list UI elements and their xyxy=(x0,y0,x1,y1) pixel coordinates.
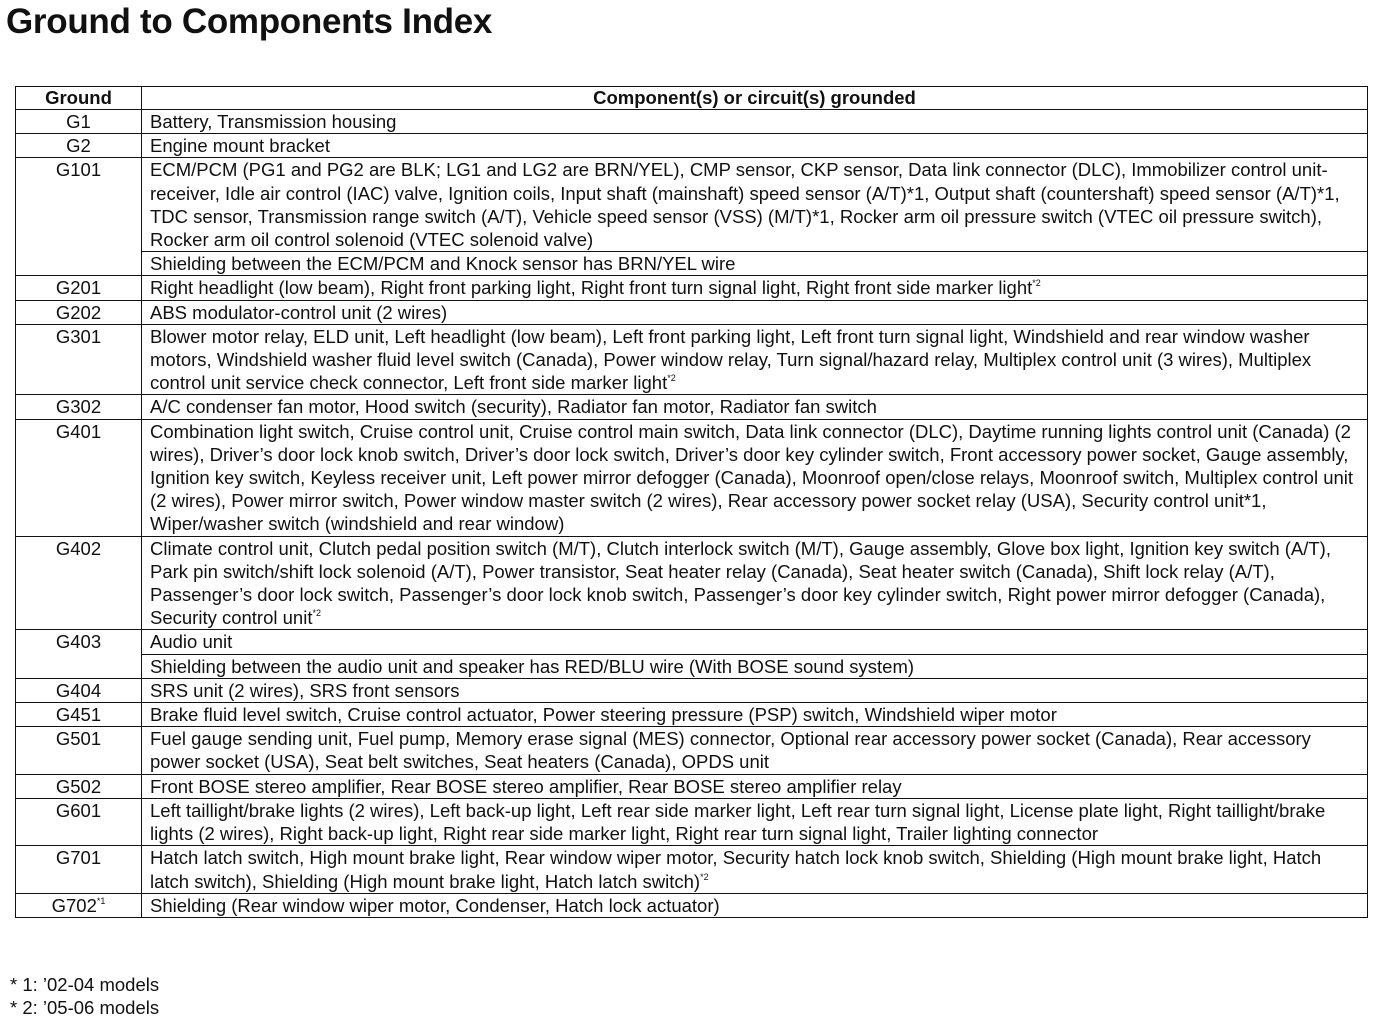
table-row xyxy=(16,630,1368,678)
table-header-row xyxy=(16,87,1368,110)
ground-id: G401 xyxy=(55,420,102,442)
ground-id: G2 xyxy=(66,135,91,157)
ground-cell xyxy=(16,703,142,727)
component-line xyxy=(150,537,1363,630)
components-cell xyxy=(142,774,1368,798)
ground-id: G501 xyxy=(55,728,102,750)
components-cell xyxy=(142,110,1368,134)
component-text: Combination light switch, Cruise control unit, Cruise control main switch, Data link connector (DLC), Daytime running lights control unit (Canada) (2 wires), Driver’s door lock knob switch, Driver’s door lock switch, Driver’s door key cylinder switch, Front accessory power socket, Gauge assembly, Ignition key switch, Keyless receiver unit, Left power mirror defogger (Canada), Moonroof open/close relays, Moonroof switch, Multiplex control unit (2 wires), Power mirror switch, Power window master switch (2 wires), Rear accessory power socket relay (USA), Security control unit*1, Wiper/washer switch (windshield and rear window) xyxy=(150,420,1354,535)
table-row xyxy=(16,678,1368,702)
components-cell xyxy=(142,727,1368,774)
table-row xyxy=(16,893,1368,917)
ground-cell xyxy=(16,536,142,630)
components-cell xyxy=(142,300,1368,324)
component-text: ECM/PCM (PG1 and PG2 are BLK; LG1 and LG2 are BRN/YEL), CMP sensor, CKP sensor, Data link connector (DLC), Immobilizer control unit-receiver, Idle air control (IAC) valve, Ignition coils, Input shaft (mainshaft) speed sensor (A/T)*1, Output shaft (countershaft) speed sensor (A/T)*1, TDC sensor, Transmission range switch (A/T), Vehicle speed sensor (VSS) (M/T)*1, Rocker arm oil pressure switch (VTEC oil pressure switch), Rocker arm oil control solenoid (VTEC solenoid valve) xyxy=(150,159,1340,251)
page-title: Ground to Components Index xyxy=(6,2,493,41)
component-text: SRS unit (2 wires), SRS front sensors xyxy=(150,679,460,701)
component-line xyxy=(150,703,1363,726)
component-text: Shielding between the ECM/PCM and Knock sensor has BRN/YEL wire xyxy=(150,253,736,275)
ground-id: G201 xyxy=(55,277,102,299)
components-cell xyxy=(142,276,1368,300)
ground-cell xyxy=(16,158,142,276)
component-line xyxy=(150,325,1363,395)
component-text: Shielding between the audio unit and speaker has RED/BLU wire (With BOSE sound system) xyxy=(150,655,915,677)
component-line xyxy=(150,395,1363,418)
ground-cell xyxy=(16,324,142,395)
ground-index-table xyxy=(15,86,1368,918)
components-cell xyxy=(142,324,1368,395)
components-cell xyxy=(142,158,1368,276)
ground-column-header: Ground xyxy=(16,87,142,110)
footnote-marker: *2 xyxy=(667,373,676,384)
component-line xyxy=(150,301,1363,324)
table-row xyxy=(16,324,1368,395)
table-row xyxy=(16,300,1368,324)
ground-cell xyxy=(16,893,142,917)
component-text: Climate control unit, Clutch pedal position switch (M/T), Clutch interlock switch (M/T), Gauge assembly, Glove box light, Ignition key switch (A/T), Park pin switch/shift lock solenoid (A/T), Power transistor, Seat heater relay (Canada), Seat heater switch (Canada), Shift lock relay (A/T), Passenger’s door lock switch, Passenger’s door lock knob switch, Passenger’s door key cylinder switch, Right power mirror defogger (Canada), Security control unit xyxy=(150,537,1331,629)
component-text: Engine mount bracket xyxy=(150,135,330,157)
ground-id: G451 xyxy=(55,704,102,726)
component-text: Hatch latch switch, High mount brake light, Rear window wiper motor, Security hatch lock knob switch, Shielding (High mount brake light, Hatch latch switch), Shielding (High mount brake light, Hatch latch switch) xyxy=(150,847,1322,892)
component-line xyxy=(150,679,1363,702)
ground-id: G702 xyxy=(51,894,97,916)
components-cell xyxy=(142,846,1368,893)
table-row xyxy=(16,419,1368,536)
ground-id: G403 xyxy=(55,631,102,653)
ground-id: G101 xyxy=(55,159,102,181)
components-cell xyxy=(142,798,1368,845)
ground-cell xyxy=(16,774,142,798)
ground-cell xyxy=(16,630,142,678)
ground-id: G301 xyxy=(55,325,102,347)
footnote-marker: *2 xyxy=(1032,278,1041,289)
component-text: Right headlight (low beam), Right front parking light, Right front turn signal light, Right front side marker light xyxy=(150,277,1033,299)
components-cell xyxy=(142,536,1368,630)
table-row xyxy=(16,703,1368,727)
component-line xyxy=(150,799,1363,845)
component-text: Left taillight/brake lights (2 wires), Left back-up light, Left rear side marker light, Left rear turn signal light, License plate light, Right taillight/brake lights (2 wires), Right back-up light, Right rear side marker light, Right rear turn signal light, Trailer lighting connector xyxy=(150,799,1326,845)
footnote-marker: *2 xyxy=(700,871,709,882)
table-row xyxy=(16,798,1368,845)
component-text: Front BOSE stereo amplifier, Rear BOSE stereo amplifier, Rear BOSE stereo amplifier relay xyxy=(150,775,902,797)
component-text: ABS modulator-control unit (2 wires) xyxy=(150,301,448,323)
component-line xyxy=(150,420,1363,536)
ground-id: G402 xyxy=(55,537,102,559)
table-row xyxy=(16,395,1368,419)
components-cell xyxy=(142,630,1368,678)
table-row xyxy=(16,846,1368,893)
footnotes xyxy=(10,973,159,1019)
components-cell xyxy=(142,678,1368,702)
ground-cell xyxy=(16,300,142,324)
footnote: * 1: ’02-04 models xyxy=(10,974,160,995)
ground-cell xyxy=(16,846,142,893)
components-cell xyxy=(142,395,1368,419)
ground-cell xyxy=(16,678,142,702)
component-line xyxy=(142,251,1367,275)
footnote-marker: *1 xyxy=(96,895,106,906)
component-line xyxy=(150,894,1363,917)
component-line xyxy=(150,846,1363,892)
component-line xyxy=(150,630,1363,653)
component-text: Audio unit xyxy=(150,631,233,653)
ground-cell xyxy=(16,134,142,158)
component-line xyxy=(142,654,1367,678)
component-line xyxy=(150,134,1363,157)
component-text: Blower motor relay, ELD unit, Left headlight (low beam), Left front parking light, Left front turn signal light, Windshield and rear window washer motors, Windshield washer fluid level switch (Canada), Power window relay, Turn signal/hazard relay, Multiplex control unit (3 wires), Multiplex control unit service check connector, Left front side marker light xyxy=(150,325,1312,394)
components-cell xyxy=(142,134,1368,158)
component-text: A/C condenser fan motor, Hood switch (security), Radiator fan motor, Radiator fan switch xyxy=(150,396,877,418)
footnote-marker: *2 xyxy=(312,608,321,619)
ground-cell xyxy=(16,395,142,419)
component-text: Fuel gauge sending unit, Fuel pump, Memory erase signal (MES) connector, Optional rear accessory power socket (Canada), Rear accessory power socket (USA), Seat belt switches, Seat heaters (Canada), OPDS unit xyxy=(150,728,1311,773)
component-line xyxy=(150,110,1363,133)
table-row xyxy=(16,110,1368,134)
ground-cell xyxy=(16,419,142,536)
ground-id: G502 xyxy=(55,775,102,797)
ground-id: G302 xyxy=(55,396,102,418)
component-text: Shielding (Rear window wiper motor, Condenser, Hatch lock actuator) xyxy=(150,894,720,916)
component-text: Battery, Transmission housing xyxy=(150,111,397,132)
component-text: Brake fluid level switch, Cruise control actuator, Power steering pressure (PSP) switch, Windshield wiper motor xyxy=(150,704,1057,726)
ground-id: G1 xyxy=(66,111,91,132)
ground-id: G202 xyxy=(55,301,102,323)
components-cell xyxy=(142,703,1368,727)
components-cell xyxy=(142,893,1368,917)
component-line xyxy=(150,775,1363,798)
ground-id: G404 xyxy=(55,679,102,701)
table-row xyxy=(16,134,1368,158)
table-row xyxy=(16,276,1368,300)
component-line xyxy=(150,727,1363,773)
ground-cell xyxy=(16,276,142,300)
ground-id: G701 xyxy=(55,847,102,869)
component-line xyxy=(150,158,1363,251)
ground-cell xyxy=(16,110,142,134)
table-row xyxy=(16,536,1368,630)
table-row xyxy=(16,727,1368,774)
footnote: * 2: ’05-06 models xyxy=(10,997,160,1018)
components-cell xyxy=(142,419,1368,536)
table-row xyxy=(16,158,1368,276)
ground-cell xyxy=(16,727,142,774)
component-line xyxy=(150,276,1363,299)
components-column-header: Component(s) or circuit(s) grounded xyxy=(142,87,1368,110)
table-row xyxy=(16,774,1368,798)
ground-id: G601 xyxy=(55,799,102,821)
ground-cell xyxy=(16,798,142,845)
